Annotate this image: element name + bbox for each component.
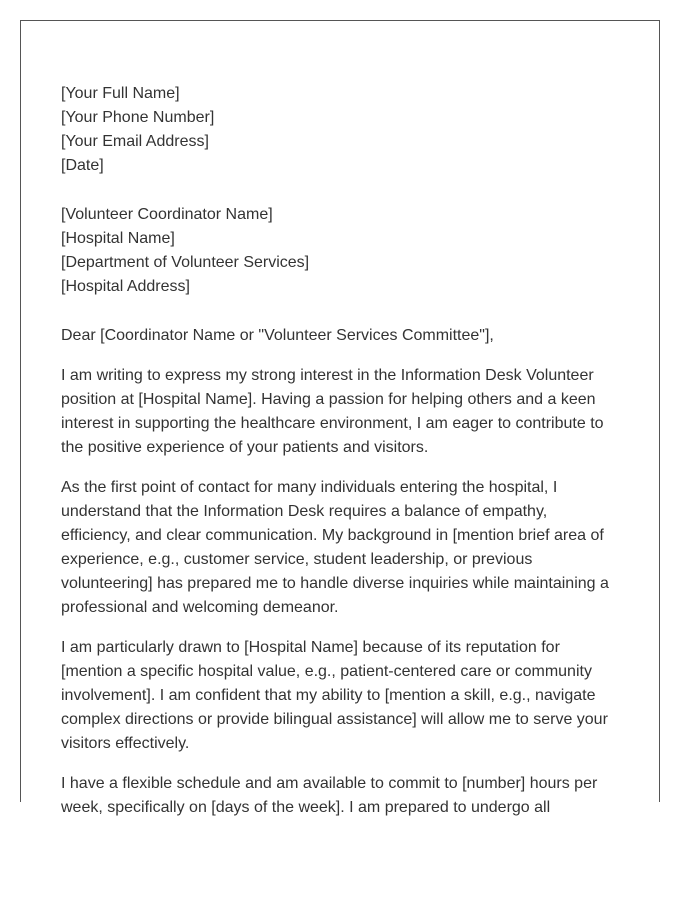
paragraph-line: [mention a specific hospital value, e.g., patient-centered care or community bbox=[61, 663, 592, 680]
recipient-address: [Hospital Address] bbox=[61, 278, 190, 295]
recipient-department: [Department of Volunteer Services] bbox=[61, 254, 310, 271]
letter-content bbox=[61, 82, 621, 836]
paragraph-line: involvement]. I am confident that my ability to [mention a skill, e.g., navigate bbox=[61, 687, 596, 704]
paragraph-line: interest in supporting the healthcare environment, I am eager to contribute to bbox=[61, 415, 604, 432]
paragraph-line: As the first point of contact for many individuals entering the hospital, I bbox=[61, 479, 558, 496]
letter-page bbox=[20, 20, 660, 816]
recipient-coordinator: [Volunteer Coordinator Name] bbox=[61, 206, 273, 223]
letter-date: [Date] bbox=[61, 157, 104, 174]
paragraph-line: the positive experience of your patients and visitors. bbox=[61, 439, 429, 456]
salutation bbox=[61, 324, 621, 348]
paragraph-line: complex directions or provide bilingual assistance] will allow me to serve your bbox=[61, 711, 608, 728]
sender-phone: [Your Phone Number] bbox=[61, 109, 215, 126]
paragraph-line: professional and welcoming demeanor. bbox=[61, 599, 339, 616]
paragraph-line: efficiency, and clear communication. My background in [mention brief area of bbox=[61, 527, 604, 544]
paragraph-line: position at [Hospital Name]. Having a passion for helping others and a keen bbox=[61, 391, 596, 408]
paragraph-line: I have a flexible schedule and am available to commit to [number] hours per bbox=[61, 775, 598, 792]
paragraph-line: I am particularly drawn to [Hospital Name] because of its reputation for bbox=[61, 639, 560, 656]
body-paragraph-3 bbox=[61, 636, 621, 756]
paragraph-line: understand that the Information Desk requires a balance of empathy, bbox=[61, 503, 548, 520]
paragraph-line: I am writing to express my strong interest in the Information Desk Volunteer bbox=[61, 367, 594, 384]
paragraph-line: experience, e.g., customer service, student leadership, or previous bbox=[61, 551, 533, 568]
salutation-text: Dear [Coordinator Name or "Volunteer Services Committee"], bbox=[61, 327, 494, 344]
sender-email: [Your Email Address] bbox=[61, 133, 209, 150]
paragraph-line: week, specifically on [days of the week]. I am prepared to undergo all bbox=[61, 799, 551, 816]
recipient-hospital: [Hospital Name] bbox=[61, 230, 175, 247]
body-paragraph-2 bbox=[61, 476, 621, 620]
recipient-block bbox=[61, 203, 621, 299]
body-paragraph-1 bbox=[61, 364, 621, 460]
paragraph-line: visitors effectively. bbox=[61, 735, 190, 752]
paragraph-line: volunteering] has prepared me to handle diverse inquiries while maintaining a bbox=[61, 575, 609, 592]
body-paragraph-4 bbox=[61, 772, 621, 820]
sender-name: [Your Full Name] bbox=[61, 85, 180, 102]
sender-block bbox=[61, 82, 621, 178]
